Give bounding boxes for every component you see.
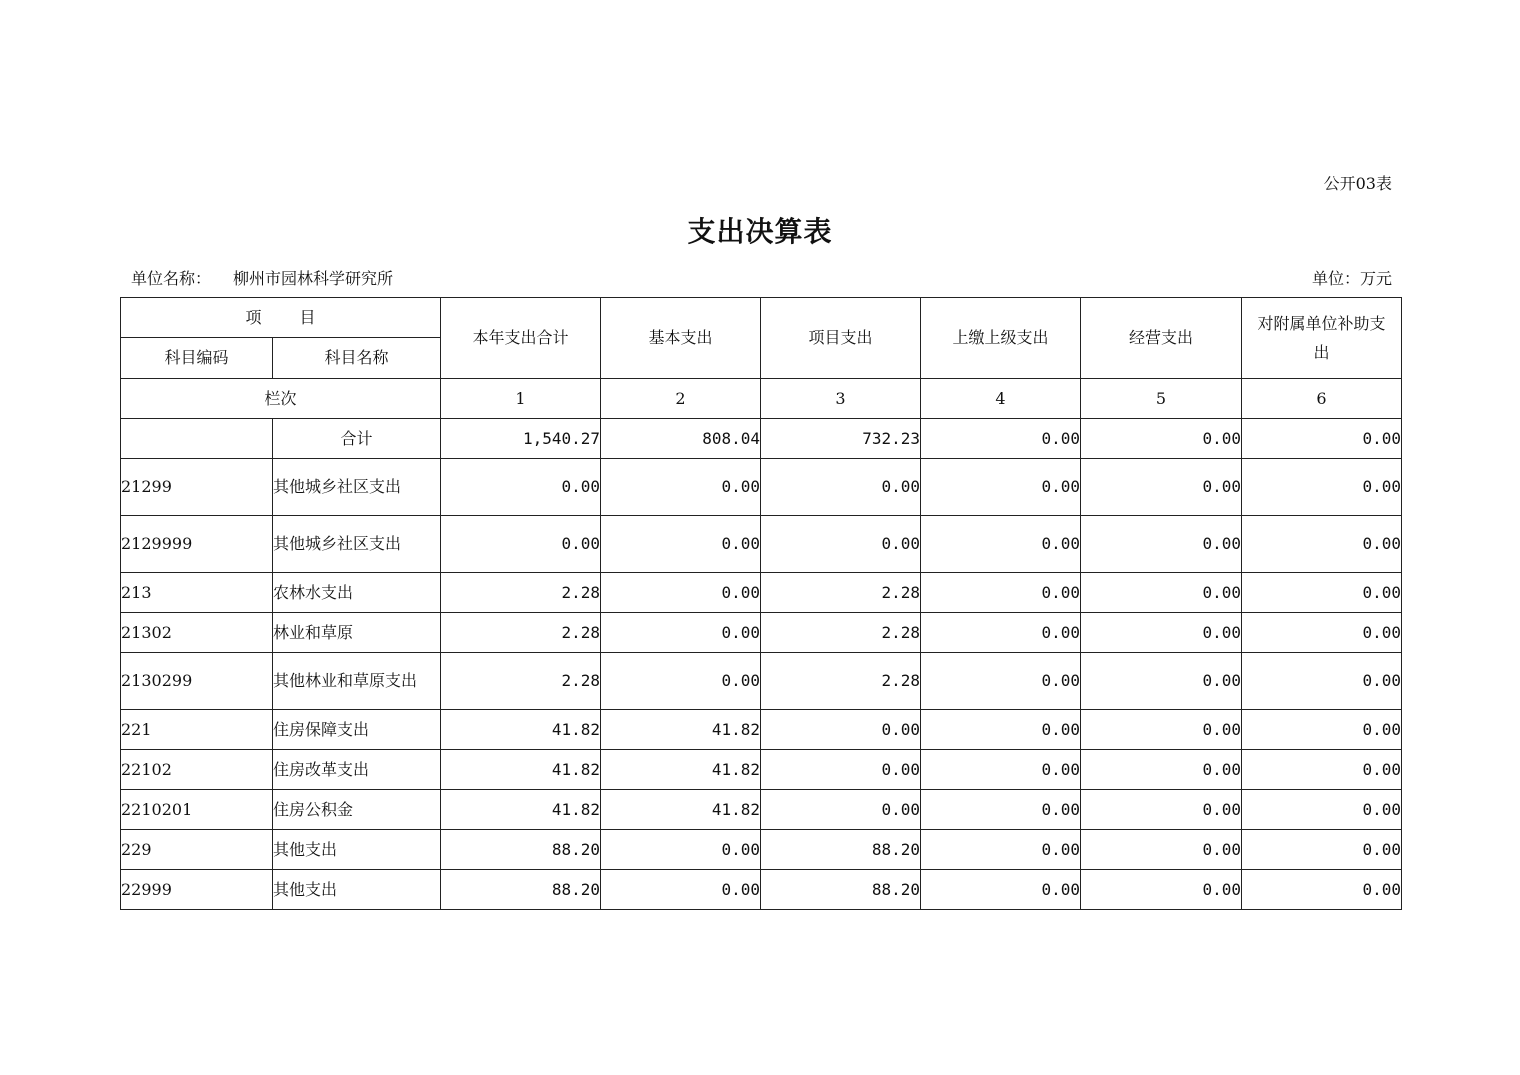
table-row [121,613,1402,653]
amount-cell: 0.00 [1081,870,1242,910]
column-index-1: 1 [441,379,601,419]
amount-cell: 0.00 [921,573,1081,613]
column-index-label: 栏次 [121,379,441,419]
subject-name: 农林水支出 [273,573,441,613]
subject-code: 2130299 [121,653,273,710]
total-row [121,419,1402,459]
unit-label: 单位名称： [131,269,212,288]
amount-cell: 0.00 [1081,653,1242,710]
amount-cell: 41.82 [601,710,761,750]
header-subsidy: 对附属单位补助支出 [1242,298,1402,379]
column-index-5: 5 [1081,379,1242,419]
amount-cell: 0.00 [761,516,921,573]
total-value: 0.00 [921,419,1081,459]
column-index-6: 6 [1242,379,1402,419]
amount-cell: 0.00 [1242,870,1402,910]
amount-cell: 0.00 [921,830,1081,870]
amount-cell: 0.00 [1081,459,1242,516]
amount-cell: 0.00 [601,613,761,653]
subject-code: 21299 [121,459,273,516]
total-value: 732.23 [761,419,921,459]
expenditure-table [120,297,1402,910]
amount-cell: 0.00 [761,710,921,750]
amount-cell: 88.20 [761,870,921,910]
amount-cell: 0.00 [761,459,921,516]
amount-cell: 88.20 [441,870,601,910]
item-header [121,298,441,338]
table-row [121,750,1402,790]
table-row [121,573,1402,613]
subject-code: 2210201 [121,790,273,830]
subject-name: 其他城乡社区支出 [273,459,441,516]
unit-name: 柳州市园林科学研究所 [233,269,394,288]
header-basic: 基本支出 [601,298,761,379]
amount-cell: 0.00 [601,830,761,870]
subject-code: 2129999 [121,516,273,573]
amount-cell: 2.28 [441,573,601,613]
amount-cell: 0.00 [1242,516,1402,573]
amount-cell: 88.20 [761,830,921,870]
amount-cell: 0.00 [601,459,761,516]
amount-cell: 0.00 [1242,653,1402,710]
total-label: 合计 [273,419,441,459]
amount-cell: 41.82 [441,790,601,830]
amount-cell: 0.00 [921,750,1081,790]
subject-name: 其他支出 [273,870,441,910]
column-index-2: 2 [601,379,761,419]
amount-cell: 0.00 [1081,830,1242,870]
amount-cell: 0.00 [1081,613,1242,653]
amount-cell: 2.28 [761,613,921,653]
table-row [121,516,1402,573]
column-index-4: 4 [921,379,1081,419]
amount-cell: 0.00 [1242,573,1402,613]
table-row [121,653,1402,710]
amount-cell: 0.00 [1242,750,1402,790]
amount-cell: 0.00 [1081,573,1242,613]
amount-cell: 0.00 [1242,790,1402,830]
amount-cell: 0.00 [1081,710,1242,750]
form-number: 公开03表 [1323,174,1392,193]
subject-name: 住房改革支出 [273,750,441,790]
subject-name: 其他林业和草原支出 [273,653,441,710]
table-row [121,459,1402,516]
column-index-row [121,379,1402,419]
total-value: 1,540.27 [441,419,601,459]
subject-name: 住房保障支出 [273,710,441,750]
amount-cell: 2.28 [441,653,601,710]
amount-cell: 0.00 [601,516,761,573]
amount-cell: 0.00 [1081,750,1242,790]
subject-name: 林业和草原 [273,613,441,653]
header-code: 科目编码 [121,338,273,379]
amount-cell: 0.00 [761,750,921,790]
amount-cell: 0.00 [921,613,1081,653]
subject-code: 21302 [121,613,273,653]
amount-cell: 41.82 [601,790,761,830]
unit-info [131,266,393,289]
table-row [121,830,1402,870]
amount-cell: 0.00 [921,790,1081,830]
amount-cell: 0.00 [1081,790,1242,830]
subject-code: 221 [121,710,273,750]
amount-cell: 0.00 [921,516,1081,573]
amount-cell: 0.00 [1242,710,1402,750]
subject-name: 其他支出 [273,830,441,870]
amount-cell: 0.00 [921,459,1081,516]
header-name: 科目名称 [273,338,441,379]
amount-cell: 41.82 [441,710,601,750]
total-code-cell [121,419,273,459]
total-value: 0.00 [1081,419,1242,459]
amount-cell: 0.00 [921,870,1081,910]
amount-cell: 0.00 [1081,516,1242,573]
table-row [121,870,1402,910]
header-project: 项目支出 [761,298,921,379]
header-total: 本年支出合计 [441,298,601,379]
amount-cell: 0.00 [921,710,1081,750]
amount-cell: 2.28 [441,613,601,653]
table-row [121,790,1402,830]
subject-code: 22999 [121,870,273,910]
amount-cell: 0.00 [1242,459,1402,516]
column-index-3: 3 [761,379,921,419]
page-title: 支出决算表 [687,215,833,248]
subject-name: 住房公积金 [273,790,441,830]
amount-cell: 41.82 [441,750,601,790]
subject-code: 229 [121,830,273,870]
amount-cell: 88.20 [441,830,601,870]
header-business: 经营支出 [1081,298,1242,379]
amount-cell: 0.00 [1242,613,1402,653]
total-value: 808.04 [601,419,761,459]
subject-code: 22102 [121,750,273,790]
amount-cell: 0.00 [601,653,761,710]
subject-code: 213 [121,573,273,613]
header-upper: 上缴上级支出 [921,298,1081,379]
amount-cell: 0.00 [601,573,761,613]
amount-cell: 2.28 [761,653,921,710]
amount-cell: 2.28 [761,573,921,613]
item-header-b: 目 [299,307,316,327]
amount-cell: 0.00 [441,516,601,573]
header-row-1 [121,298,1402,338]
amount-cell: 0.00 [601,870,761,910]
total-value: 0.00 [1242,419,1402,459]
amount-cell: 0.00 [921,653,1081,710]
subject-name: 其他城乡社区支出 [273,516,441,573]
table-row [121,710,1402,750]
amount-cell: 0.00 [1242,830,1402,870]
amount-cell: 0.00 [441,459,601,516]
amount-cell: 0.00 [761,790,921,830]
item-header-a: 项 [245,307,262,327]
amount-cell: 41.82 [601,750,761,790]
currency-unit: 单位：万元 [1311,269,1392,288]
